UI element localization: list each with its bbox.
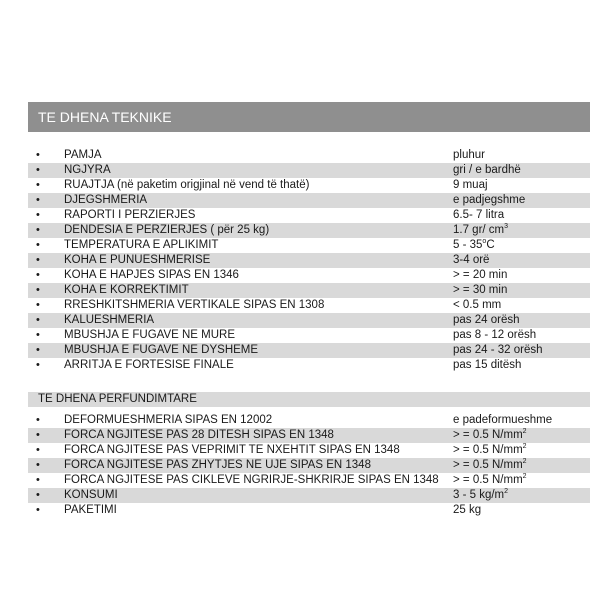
section-title: TE DHENA PERFUNDIMTARE bbox=[38, 393, 197, 405]
table-row bbox=[28, 428, 590, 443]
row-value bbox=[453, 223, 508, 238]
row-label: FORCA NGJITESE PAS 28 DITESH SIPAS EN 1348 bbox=[64, 429, 334, 441]
bullet-icon: • bbox=[36, 459, 40, 471]
row-label: RUAJTJA (në paketim origjinal në vend të thatë) bbox=[64, 179, 310, 191]
bullet-icon: • bbox=[36, 239, 40, 251]
bullet-icon: • bbox=[36, 299, 40, 311]
value-text: pas 8 - 12 orësh bbox=[453, 329, 537, 341]
row-value bbox=[453, 208, 504, 223]
row-value bbox=[453, 298, 501, 313]
value-text: pluhur bbox=[453, 149, 485, 161]
row-value bbox=[453, 343, 543, 358]
row-value bbox=[453, 193, 525, 208]
value-text: > = 0.5 N/mm bbox=[453, 459, 523, 471]
row-value bbox=[453, 443, 527, 458]
value-text: 1.7 gr/ cm bbox=[453, 224, 505, 236]
value-text: > = 0.5 N/mm bbox=[453, 429, 523, 441]
table-row bbox=[28, 148, 590, 163]
value-text: > = 20 min bbox=[453, 269, 508, 281]
bullet-icon: • bbox=[36, 429, 40, 441]
value-superscript: o bbox=[482, 238, 487, 246]
value-text: > = 0.5 N/mm bbox=[453, 444, 523, 456]
value-superscript: 2 bbox=[522, 443, 527, 451]
value-unit: C bbox=[486, 239, 495, 251]
value-superscript: 2 bbox=[522, 428, 527, 436]
row-label: PAMJA bbox=[64, 149, 102, 161]
table-row bbox=[28, 328, 590, 343]
row-label: KOHA E PUNUESHMERISE bbox=[64, 254, 211, 266]
row-value bbox=[453, 473, 527, 488]
value-text: pas 24 - 32 orësh bbox=[453, 344, 543, 356]
table-row bbox=[28, 503, 590, 518]
value-text: 3-4 orë bbox=[453, 254, 490, 266]
bullet-icon: • bbox=[36, 194, 40, 206]
table-row bbox=[28, 473, 590, 488]
row-label: DJEGSHMERIA bbox=[64, 194, 148, 206]
row-label: FORCA NGJITESE PAS VEPRIMIT TE NXEHTIT SIPAS EN 1348 bbox=[64, 444, 400, 456]
row-value bbox=[453, 358, 521, 373]
value-superscript: 2 bbox=[504, 488, 509, 496]
table-row bbox=[28, 458, 590, 473]
row-value bbox=[453, 428, 527, 443]
final-data-table bbox=[28, 413, 590, 518]
row-label: DEFORMUESHMERIA SIPAS EN 12002 bbox=[64, 414, 273, 426]
row-value bbox=[453, 268, 507, 283]
bullet-icon: • bbox=[36, 329, 40, 341]
bullet-icon: • bbox=[36, 149, 40, 161]
value-text: pas 15 ditësh bbox=[453, 359, 522, 371]
bullet-icon: • bbox=[36, 504, 40, 516]
row-label: KOHA E HAPJES SIPAS EN 1346 bbox=[64, 269, 239, 281]
bullet-icon: • bbox=[36, 269, 40, 281]
row-value bbox=[453, 178, 488, 193]
row-label: KONSUMI bbox=[64, 489, 118, 501]
table-row bbox=[28, 208, 590, 223]
row-value bbox=[453, 313, 520, 328]
table-row bbox=[28, 298, 590, 313]
bullet-icon: • bbox=[36, 474, 40, 486]
value-text: 3 - 5 kg/m bbox=[453, 489, 505, 501]
row-label: KOHA E KORREKTIMIT bbox=[64, 284, 189, 296]
bullet-icon: • bbox=[36, 344, 40, 356]
row-label: DENDESIA E PERZIERJES ( për 25 kg) bbox=[64, 224, 270, 236]
row-value bbox=[453, 328, 536, 343]
bullet-icon: • bbox=[36, 164, 40, 176]
row-label: TEMPERATURA E APLIKIMIT bbox=[64, 239, 219, 251]
row-label: FORCA NGJITESE PAS ZHYTJES NE UJE SIPAS EN 1348 bbox=[64, 459, 371, 471]
row-label: FORCA NGJITESE PAS CIKLEVE NGRIRJE-SHKRIRJE SIPAS EN 1348 bbox=[64, 474, 439, 486]
bullet-icon: • bbox=[36, 254, 40, 266]
bullet-icon: • bbox=[36, 209, 40, 221]
row-label: MBUSHJA E FUGAVE NE DYSHEME bbox=[64, 344, 259, 356]
value-text: pas 24 orësh bbox=[453, 314, 520, 326]
value-text: gri / e bardhë bbox=[453, 164, 521, 176]
table-row bbox=[28, 238, 590, 253]
row-value bbox=[453, 163, 521, 178]
value-text: 25 kg bbox=[453, 504, 482, 516]
value-text: 5 - 35 bbox=[453, 239, 483, 251]
value-superscript: 3 bbox=[504, 223, 509, 231]
section-header-final bbox=[28, 392, 590, 407]
value-superscript: 2 bbox=[522, 458, 527, 466]
row-label: KALUESHMERIA bbox=[64, 314, 155, 326]
table-row bbox=[28, 163, 590, 178]
value-text: > = 30 min bbox=[453, 284, 508, 296]
bullet-icon: • bbox=[36, 284, 40, 296]
table-row bbox=[28, 313, 590, 328]
row-label: PAKETIMI bbox=[64, 504, 117, 516]
row-value bbox=[453, 488, 508, 503]
value-text: e padjegshme bbox=[453, 194, 526, 206]
table-row bbox=[28, 193, 590, 208]
row-value bbox=[453, 238, 495, 253]
table-row bbox=[28, 358, 590, 373]
row-label: NGJYRA bbox=[64, 164, 111, 176]
table-row bbox=[28, 223, 590, 238]
bullet-icon: • bbox=[36, 224, 40, 236]
row-value bbox=[453, 283, 507, 298]
table-row bbox=[28, 283, 590, 298]
row-label: ARRITJA E FORTESISE FINALE bbox=[64, 359, 234, 371]
bullet-icon: • bbox=[36, 414, 40, 426]
row-label: RRESHKITSHMERIA VERTIKALE SIPAS EN 1308 bbox=[64, 299, 325, 311]
value-text: e padeformueshme bbox=[453, 414, 553, 426]
row-value bbox=[453, 458, 527, 473]
section-header-technical bbox=[28, 102, 590, 132]
table-row bbox=[28, 413, 590, 428]
row-value bbox=[453, 503, 481, 518]
technical-data-table bbox=[28, 148, 590, 373]
value-text: > = 0.5 N/mm bbox=[453, 474, 523, 486]
bullet-icon: • bbox=[36, 489, 40, 501]
row-value bbox=[453, 413, 552, 428]
row-label: MBUSHJA E FUGAVE NE MURE bbox=[64, 329, 236, 341]
value-text: < 0.5 mm bbox=[453, 299, 502, 311]
bullet-icon: • bbox=[36, 179, 40, 191]
value-text: 6.5- 7 litra bbox=[453, 209, 505, 221]
row-value bbox=[453, 253, 489, 268]
bullet-icon: • bbox=[36, 444, 40, 456]
table-row bbox=[28, 443, 590, 458]
section-title: TE DHENA TEKNIKE bbox=[38, 109, 172, 125]
table-row bbox=[28, 488, 590, 503]
value-text: 9 muaj bbox=[453, 179, 488, 191]
bullet-icon: • bbox=[36, 359, 40, 371]
table-row bbox=[28, 178, 590, 193]
table-row bbox=[28, 268, 590, 283]
table-row bbox=[28, 343, 590, 358]
value-superscript: 2 bbox=[522, 473, 527, 481]
bullet-icon: • bbox=[36, 314, 40, 326]
row-value bbox=[453, 148, 485, 163]
row-label: RAPORTI I PERZIERJES bbox=[64, 209, 196, 221]
table-row bbox=[28, 253, 590, 268]
